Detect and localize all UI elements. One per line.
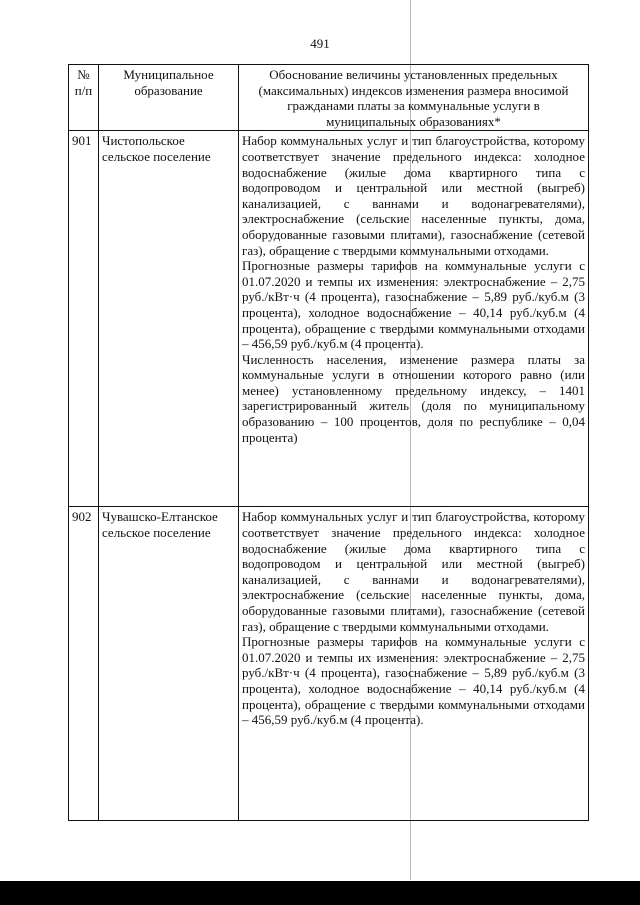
scan-bottom-border	[0, 881, 640, 905]
table-header-row	[69, 65, 589, 131]
tariffs-paragraph: Прогнозные размеры тарифов на коммунальные услуги с 01.07.2020 и темпы их изменения: электроснабжение – 2,75 руб./кВт·ч (4 процента), газоснабжение – 5,89 руб./куб.м (3 процента), холодное водоснабжение – 40,14 руб./куб.м (4 процента), обращение с твердыми коммунальными отходами – 456,59 руб./куб.м (4 процента).	[242, 634, 585, 728]
municipality-name: Чистопольское сельское поселение	[99, 131, 239, 507]
header-num: № п/п	[69, 65, 99, 131]
justification-cell	[239, 507, 589, 821]
services-paragraph: Набор коммунальных услуг и тип благоустройства, которому соответствует значение предельного индекса: холодное водоснабжение (жилые дома квартирного типа с водопроводом и центральной или местной (выгреб) канализацией, с ваннами и водонагревателями), электроснабжение (сельские населенные пункты, дома, оборудованные газовыми плитами), газоснабжение (сетевой газ), обращение с твердыми коммунальными отходами.	[242, 133, 585, 258]
header-justification: Обоснование величины установленных предельных (максимальных) индексов изменения размера вносимой гражданами платы за коммунальные услуги в муниципальных образованиях*	[239, 65, 589, 131]
tariffs-paragraph: Прогнозные размеры тарифов на коммунальные услуги с 01.07.2020 и темпы их изменения: электроснабжение – 2,75 руб./кВт·ч (4 процента), газоснабжение – 5,89 руб./куб.м (3 процента), холодное водоснабжение – 40,14 руб./куб.м (4 процента), обращение с твердыми коммунальными отходами – 456,59 руб./куб.м (4 процента).	[242, 258, 585, 352]
page-number: 491	[310, 36, 330, 51]
row-number: 901	[69, 131, 99, 507]
table-row	[69, 507, 589, 821]
table-row	[69, 131, 589, 507]
row-number: 902	[69, 507, 99, 821]
tariff-index-table	[68, 64, 589, 821]
services-paragraph: Набор коммунальных услуг и тип благоустройства, которому соответствует значение предельного индекса: холодное водоснабжение (жилые дома квартирного типа с водопроводом и центральной или местной (выгреб) канализацией, с ваннами и водонагревателями), электроснабжение (сельские населенные пункты, дома, оборудованные газовыми плитами), газоснабжение (сетевой газ), обращение с твердыми коммунальными отходами.	[242, 509, 585, 634]
justification-cell	[239, 131, 589, 507]
header-municipality: Муниципальное образование	[99, 65, 239, 131]
municipality-name: Чувашско-Елтанское сельское поселение	[99, 507, 239, 821]
population-paragraph: Численность населения, изменение размера платы за коммунальные услуги в отношении которого равно (или менее) установленному предельному индексу, – 1401 зарегистрированный житель (доля по муниципальному образованию – 100 процентов, доля по республике – 0,04 процента)	[242, 351, 585, 445]
